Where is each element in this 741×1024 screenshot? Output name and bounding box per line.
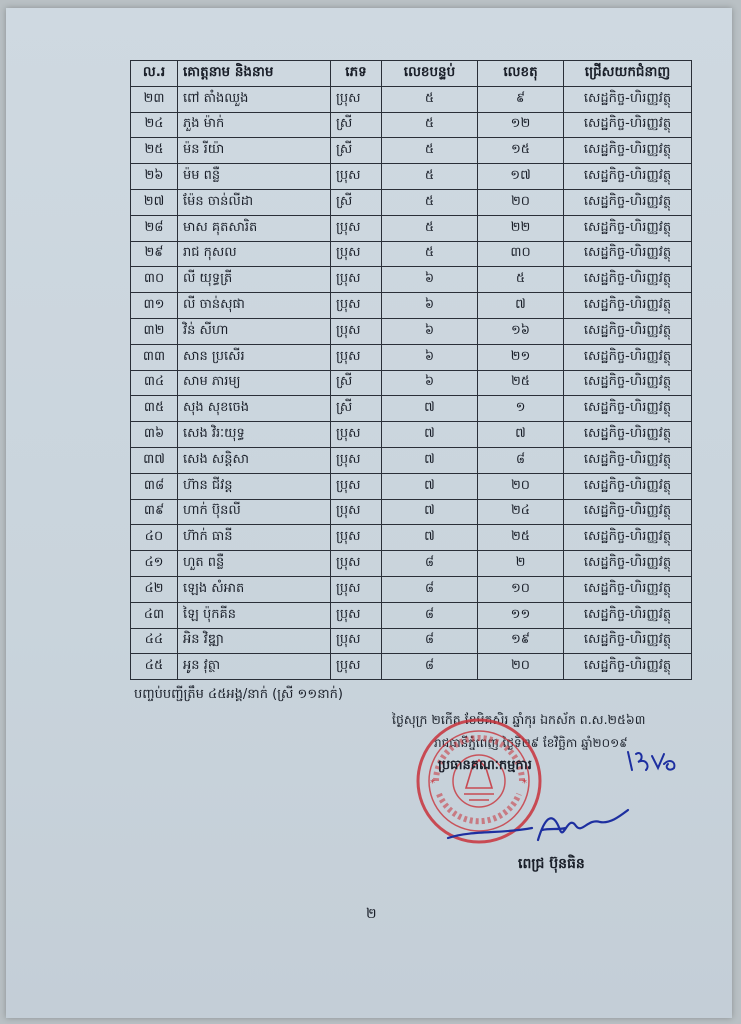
cell-no: ៣២ (131, 318, 178, 344)
cell-skill: សេដ្ឋកិច្ច-ហិរញ្ញវត្ថុ (564, 396, 692, 422)
cell-desk: ៧ (478, 422, 564, 448)
cell-no: ២៦ (131, 164, 178, 190)
cell-skill: សេដ្ឋកិច្ច-ហិរញ្ញវត្ថុ (564, 370, 692, 396)
cell-room: ៨ (382, 628, 478, 654)
cell-skill: សេដ្ឋកិច្ច-ហិរញ្ញវត្ថុ (564, 344, 692, 370)
cell-skill: សេដ្ឋកិច្ច-ហិរញ្ញវត្ថុ (564, 293, 692, 319)
table-row (131, 189, 692, 215)
cell-room: ៧ (382, 422, 478, 448)
cell-name: សាន ប្រសើរ (178, 344, 331, 370)
cell-desk: ២១ (478, 344, 564, 370)
cell-room: ៥ (382, 112, 478, 138)
cell-sex: ស្រី (331, 396, 382, 422)
cell-skill: សេដ្ឋកិច្ច-ហិរញ្ញវត្ថុ (564, 654, 692, 680)
cell-no: ២៥ (131, 138, 178, 164)
cell-sex: ប្រុស (331, 318, 382, 344)
cell-sex: ប្រុស (331, 654, 382, 680)
cell-no: ២៧ (131, 189, 178, 215)
cell-no: ៣៤ (131, 370, 178, 396)
table-row (131, 164, 692, 190)
cell-room: ៥ (382, 164, 478, 190)
cell-sex: ប្រុស (331, 499, 382, 525)
cell-desk: ២៥ (478, 370, 564, 396)
signer-title: ប្រធានគណៈកម្មការ (438, 758, 532, 773)
cell-sex: ប្រុស (331, 422, 382, 448)
cell-no: ៤៤ (131, 628, 178, 654)
cell-no: ២៨ (131, 215, 178, 241)
cell-name: ពៅ តាំងឈួង (178, 86, 331, 112)
cell-name: សាម ភារម្យ (178, 370, 331, 396)
cell-desk: ១៥ (478, 138, 564, 164)
cell-desk: ២៥ (478, 525, 564, 551)
cell-room: ៦ (382, 267, 478, 293)
cell-skill: សេដ្ឋកិច្ច-ហិរញ្ញវត្ថុ (564, 112, 692, 138)
cell-name: ហ៊ាន ជីវន្ត (178, 473, 331, 499)
cell-skill: សេដ្ឋកិច្ច-ហិរញ្ញវត្ថុ (564, 86, 692, 112)
cell-no: ៤២ (131, 576, 178, 602)
cell-desk: ២០ (478, 654, 564, 680)
cell-desk: ១៦ (478, 318, 564, 344)
cell-sex: ស្រី (331, 370, 382, 396)
cell-sex: ប្រុស (331, 551, 382, 577)
lunar-date: ថ្ងៃសុក្រ ២កើត ខែមិគសិរ ឆ្នាំកុរ ឯកស័ក ព.ស.២៥៦៣ (392, 712, 646, 727)
cell-no: ៤៣ (131, 602, 178, 628)
table-row (131, 241, 692, 267)
cell-desk: ១២ (478, 112, 564, 138)
cell-skill: សេដ្ឋកិច្ច-ហិរញ្ញវត្ថុ (564, 628, 692, 654)
cell-room: ៧ (382, 499, 478, 525)
cell-room: ៦ (382, 318, 478, 344)
cell-room: ៨ (382, 654, 478, 680)
table-row (131, 525, 692, 551)
cell-room: ៨ (382, 602, 478, 628)
cell-room: ៥ (382, 86, 478, 112)
signer-name: ពេជ្រ ប៊ុនធិន (518, 856, 585, 872)
table-row (131, 654, 692, 680)
cell-desk: ៥ (478, 267, 564, 293)
document-page (6, 8, 732, 1018)
cell-sex: ស្រី (331, 112, 382, 138)
cell-name: លី យុទ្ធត្រី (178, 267, 331, 293)
cell-name: ឡេង សំអាត (178, 576, 331, 602)
cell-skill: សេដ្ឋកិច្ច-ហិរញ្ញវត្ថុ (564, 499, 692, 525)
cell-desk: ២០ (478, 189, 564, 215)
table-row (131, 293, 692, 319)
table-row (131, 602, 692, 628)
cell-skill: សេដ្ឋកិច្ច-ហិរញ្ញវត្ថុ (564, 602, 692, 628)
cell-skill: សេដ្ឋកិច្ច-ហិរញ្ញវត្ថុ (564, 551, 692, 577)
cell-name: រាជ កុសល (178, 241, 331, 267)
svg-text:*: * (430, 778, 435, 789)
cell-desk: ២ (478, 551, 564, 577)
header-room: លេខបន្ទប់ (382, 61, 478, 87)
cell-desk: ១៩ (478, 628, 564, 654)
cell-sex: ប្រុស (331, 602, 382, 628)
cell-name: ហ៊ាក់ ធានី (178, 525, 331, 551)
cell-skill: សេដ្ឋកិច្ច-ហិរញ្ញវត្ថុ (564, 318, 692, 344)
cell-desk: ៣០ (478, 241, 564, 267)
cell-skill: សេដ្ឋកិច្ច-ហិរញ្ញវត្ថុ (564, 241, 692, 267)
cell-room: ៦ (382, 370, 478, 396)
cell-no: ៣១ (131, 293, 178, 319)
cell-no: ៣៩ (131, 499, 178, 525)
cell-room: ៥ (382, 215, 478, 241)
cell-name: សេង សន្តិសា (178, 447, 331, 473)
table-body (131, 86, 692, 679)
cell-desk: ១ (478, 396, 564, 422)
cell-sex: ប្រុស (331, 241, 382, 267)
table-row (131, 628, 692, 654)
cell-name: ម៉ន រីយ៉ា (178, 138, 331, 164)
cell-skill: សេដ្ឋកិច្ច-ហិរញ្ញវត្ថុ (564, 473, 692, 499)
header-name: គោត្តនាម និងនាម (178, 61, 331, 87)
header-desk: លេខតុ (478, 61, 564, 87)
cell-no: ៣៧ (131, 447, 178, 473)
cell-no: ៣០ (131, 267, 178, 293)
cell-skill: សេដ្ឋកិច្ច-ហិរញ្ញវត្ថុ (564, 525, 692, 551)
page-number: ២ (366, 906, 377, 922)
table-row (131, 576, 692, 602)
cell-name: អូន វុត្ថា (178, 654, 331, 680)
svg-text:*: * (522, 778, 527, 789)
cell-name: ម៉ែន ចាន់លីដា (178, 189, 331, 215)
list-summary: បញ្ចប់បញ្ជីត្រឹម ៤៥អង្គ/នាក់ (ស្រី ១១នាក់) (134, 687, 343, 702)
cell-name: ឡៃ ប៉ុកគីន (178, 602, 331, 628)
cell-desk: ៨ (478, 447, 564, 473)
table-header-row (131, 61, 692, 87)
candidate-table (130, 60, 692, 680)
table-row (131, 551, 692, 577)
cell-skill: សេដ្ឋកិច្ច-ហិរញ្ញវត្ថុ (564, 267, 692, 293)
cell-sex: ប្រុស (331, 164, 382, 190)
header-no: ល.រ (131, 61, 178, 87)
cell-sex: ប្រុស (331, 293, 382, 319)
cell-name: អិន វិឌ្ឍា (178, 628, 331, 654)
table-row (131, 112, 692, 138)
cell-desk: ៩ (478, 86, 564, 112)
cell-room: ៨ (382, 576, 478, 602)
cell-skill: សេដ្ឋកិច្ច-ហិរញ្ញវត្ថុ (564, 576, 692, 602)
cell-skill: សេដ្ឋកិច្ច-ហិរញ្ញវត្ថុ (564, 189, 692, 215)
table-row (131, 267, 692, 293)
cell-no: ៤០ (131, 525, 178, 551)
cell-desk: ២២ (478, 215, 564, 241)
cell-no: ២៣ (131, 86, 178, 112)
cell-sex: ប្រុស (331, 525, 382, 551)
cell-skill: សេដ្ឋកិច្ច-ហិរញ្ញវត្ថុ (564, 138, 692, 164)
cell-sex: ស្រី (331, 189, 382, 215)
table-row (131, 447, 692, 473)
cell-name: ហួត ពន្លឺ (178, 551, 331, 577)
cell-room: ៥ (382, 241, 478, 267)
table-row (131, 86, 692, 112)
cell-sex: ប្រុស (331, 628, 382, 654)
table-row (131, 396, 692, 422)
table-row (131, 473, 692, 499)
initials-signature-icon (624, 746, 684, 776)
cell-sex: ប្រុស (331, 344, 382, 370)
cell-name: ហាក់ ប៊ុនលី (178, 499, 331, 525)
cell-name: ម៉ម ពន្លឺ (178, 164, 331, 190)
cell-name: វិន់ សីហា (178, 318, 331, 344)
cell-sex: ប្រុស (331, 215, 382, 241)
cell-sex: ប្រុស (331, 447, 382, 473)
cell-room: ៦ (382, 293, 478, 319)
cell-sex: ប្រុស (331, 267, 382, 293)
cell-no: ២៩ (131, 241, 178, 267)
table-row (131, 422, 692, 448)
cell-name: សុង សុខចេង (178, 396, 331, 422)
cell-sex: ប្រុស (331, 576, 382, 602)
cell-name: ភួង ម៉ាក់ (178, 112, 331, 138)
cell-name: សេង វិរៈយុទ្ធ (178, 422, 331, 448)
cell-desk: ១០ (478, 576, 564, 602)
cell-desk: ១៧ (478, 164, 564, 190)
cell-no: ៤៥ (131, 654, 178, 680)
table-row (131, 215, 692, 241)
cell-skill: សេដ្ឋកិច្ច-ហិរញ្ញវត្ថុ (564, 422, 692, 448)
cell-room: ៦ (382, 344, 478, 370)
cell-no: ៣៨ (131, 473, 178, 499)
header-sex: ភេទ (331, 61, 382, 87)
cell-room: ៥ (382, 189, 478, 215)
cell-no: ៣៣ (131, 344, 178, 370)
cell-skill: សេដ្ឋកិច្ច-ហិរញ្ញវត្ថុ (564, 164, 692, 190)
cell-name: លី ចាន់សុផា (178, 293, 331, 319)
cell-room: ៧ (382, 396, 478, 422)
cell-room: ៧ (382, 447, 478, 473)
cell-desk: ៧ (478, 293, 564, 319)
solar-date: រាជធានីភ្នំពេញ ថ្ងៃទី២៩ ខែវិច្ឆិកា ឆ្នាំ២០១៩ (434, 736, 628, 750)
cell-desk: ២៤ (478, 499, 564, 525)
cell-sex: ប្រុស (331, 86, 382, 112)
cell-room: ៥ (382, 138, 478, 164)
table-row (131, 370, 692, 396)
cell-name: មាស គុតសារិត (178, 215, 331, 241)
cell-no: ៣៥ (131, 396, 178, 422)
cell-sex: ស្រី (331, 138, 382, 164)
cell-room: ៧ (382, 473, 478, 499)
table-row (131, 499, 692, 525)
cell-desk: ២០ (478, 473, 564, 499)
header-skill: ជ្រើសយកជំនាញ (564, 61, 692, 87)
table-row (131, 318, 692, 344)
cell-room: ៨ (382, 551, 478, 577)
cell-no: ២៤ (131, 112, 178, 138)
handwritten-signature-icon (442, 800, 632, 850)
cell-skill: សេដ្ឋកិច្ច-ហិរញ្ញវត្ថុ (564, 215, 692, 241)
table-row (131, 138, 692, 164)
cell-skill: សេដ្ឋកិច្ច-ហិរញ្ញវត្ថុ (564, 447, 692, 473)
cell-no: ៣៦ (131, 422, 178, 448)
cell-sex: ប្រុស (331, 473, 382, 499)
table-row (131, 344, 692, 370)
cell-desk: ១១ (478, 602, 564, 628)
cell-no: ៤១ (131, 551, 178, 577)
cell-room: ៧ (382, 525, 478, 551)
